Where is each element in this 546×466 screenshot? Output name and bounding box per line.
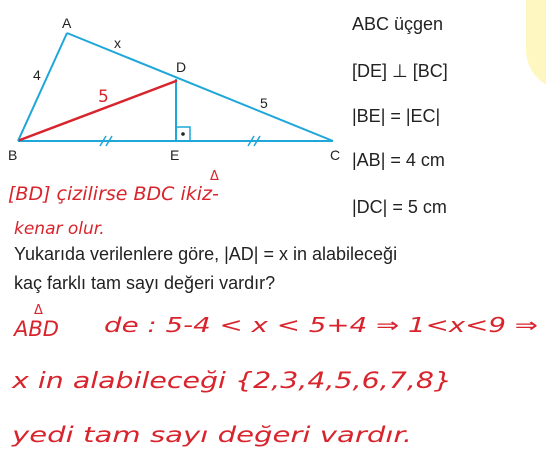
- label-point-e: E: [170, 147, 180, 163]
- label-point-a: A: [62, 15, 72, 31]
- label-length-dc: 5: [260, 95, 268, 111]
- condition-ab-length: |AB| = 4 cm: [352, 150, 445, 170]
- hand-sol-line-2: x in alabileceği {2,3,4,5,6,7,8}: [10, 369, 453, 394]
- hand-note-line-2: kenar olur.: [14, 219, 105, 239]
- hand-note-hat: Δ: [210, 169, 219, 184]
- condition-triangle: ABC üçgen: [352, 14, 444, 34]
- hand-sol-abd: ABD: [14, 317, 59, 341]
- label-point-d: D: [176, 59, 187, 75]
- right-angle-dot: [181, 132, 185, 136]
- question-line-2: kaç farklı tam sayı değeri vardır?: [14, 273, 276, 293]
- condition-dc-length: |DC| = 5 cm: [352, 197, 447, 217]
- hand-sol-line-3: yedi tam sayı değeri vardır.: [10, 423, 412, 447]
- yellow-highlight-decoration: [526, 0, 546, 90]
- label-point-c: C: [330, 147, 341, 163]
- hand-sol-abd-hat: Δ: [34, 303, 43, 318]
- label-point-b: B: [8, 147, 18, 163]
- condition-perpendicular: [DE] ⊥ [BC]: [352, 61, 448, 81]
- triangle-figure: [0, 0, 346, 170]
- label-length-ab: 4: [33, 67, 41, 83]
- hand-note-line-1: [BD] çizilirse BDC ikiz-: [8, 183, 219, 205]
- question-line-1: Yukarıda verilenlere göre, |AD| = x in alabileceği: [14, 244, 398, 264]
- label-length-ad: x: [114, 35, 121, 51]
- hand-sol-line-1: de : 5-4 < x < 5+4 ⇒ 1<x<9 ⇒: [104, 313, 538, 337]
- label-length-bd-handwritten: 5: [98, 87, 109, 107]
- condition-be-equals-ec: |BE| = |EC|: [352, 106, 441, 126]
